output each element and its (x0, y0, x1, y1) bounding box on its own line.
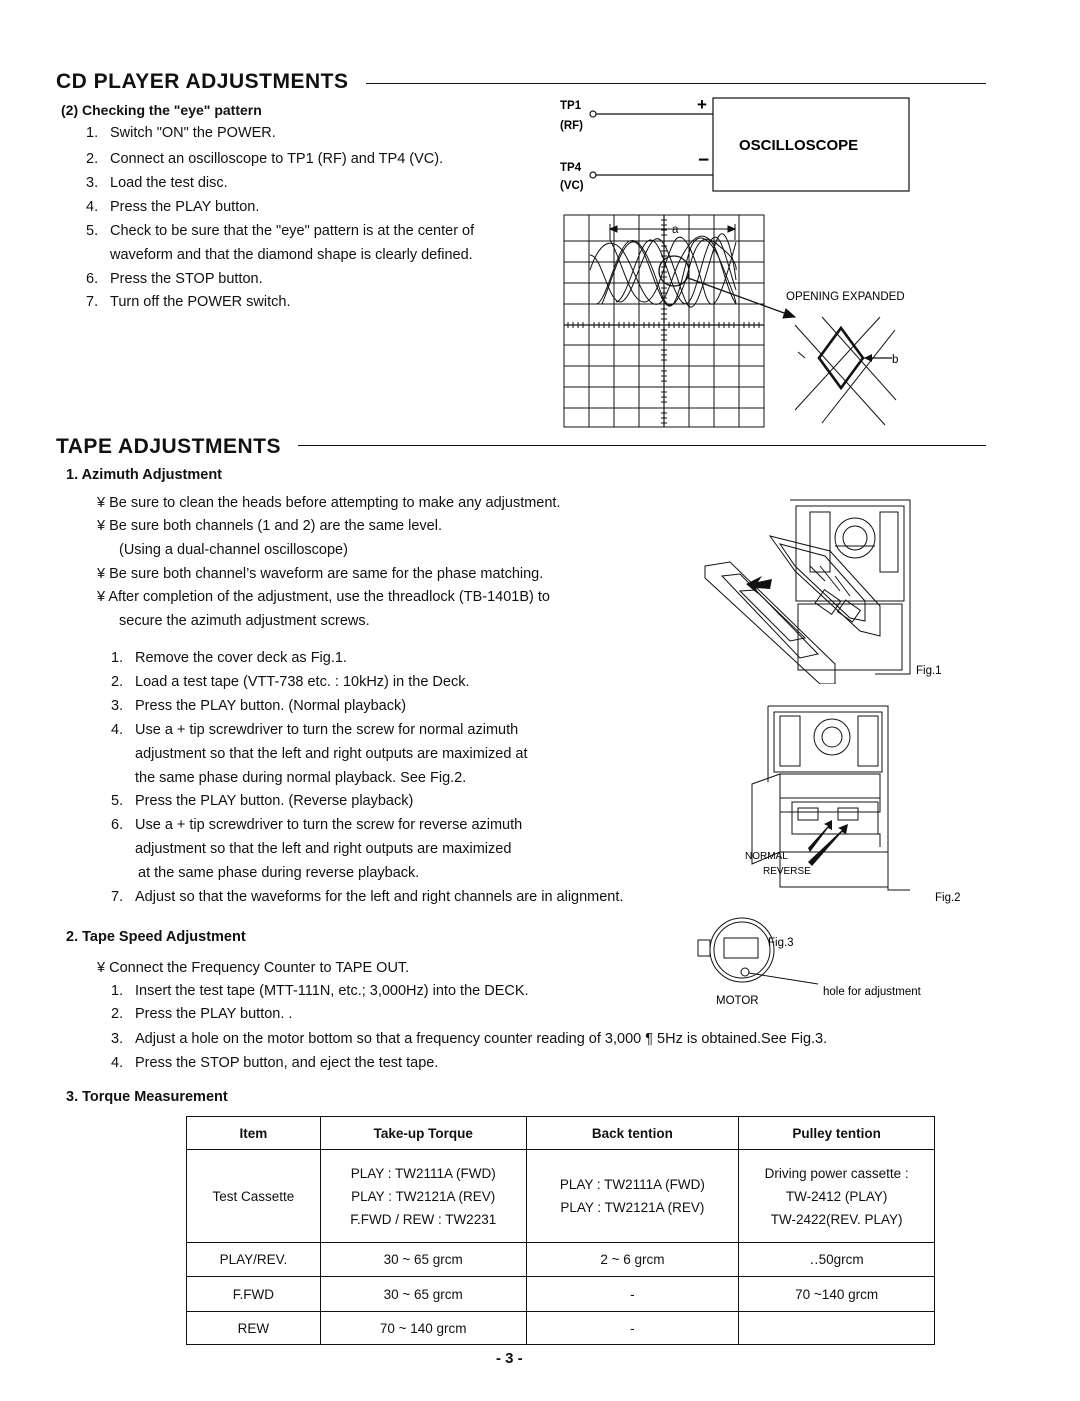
table-cell: ‥50grcm (739, 1243, 935, 1277)
list-item: 5. Press the PLAY button. (Reverse playback) (111, 793, 414, 809)
list-item: 1. Switch "ON" the POWER. (86, 125, 276, 141)
table-cell: PLAY/REV. (187, 1243, 321, 1277)
list-item-continued: secure the azimuth adjustment screws. (119, 613, 370, 629)
label-b: b (892, 354, 899, 366)
table-cell: - (526, 1277, 739, 1312)
oscilloscope-label: OSCILLOSCOPE (739, 137, 859, 154)
plus-sign: + (697, 95, 707, 114)
table-cell: REW (187, 1312, 321, 1345)
tape-speed-heading: 2. Tape Speed Adjustment (66, 929, 246, 945)
list-item: ¥ After completion of the adjustment, use the threadlock (TB-1401B) to (97, 589, 550, 605)
list-item: 2. Press the PLAY button. . (111, 1006, 293, 1022)
cd-section-title: CD PLAYER ADJUSTMENTS (56, 70, 349, 93)
minus-sign: − (698, 150, 710, 171)
list-item: 5. Check to be sure that the "eye" pattern is at the center of (86, 223, 475, 239)
b-arrowhead (864, 354, 872, 362)
list-item: 4. Press the STOP button, and eject the test tape. (111, 1055, 439, 1071)
fig3-caption: Fig.3 (768, 937, 794, 949)
list-item: 6. Use a + tip screwdriver to turn the screw for reverse azimuth (111, 817, 523, 833)
table-row (187, 1243, 935, 1277)
list-item: 1. Insert the test tape (MTT-111N, etc.; 3,000Hz) into the DECK. (111, 983, 529, 999)
list-item: 3. Adjust a hole on the motor bottom so that a frequency counter reading of 3,000 ¶ 5Hz is obtained.See Fig.3. (111, 1031, 828, 1047)
rf-label: (RF) (560, 120, 583, 132)
list-item-continued: at the same phase during reverse playback. (138, 865, 420, 881)
table-cell: Driving power cassette : TW-2412 (PLAY) TW-2422(REV. PLAY) (739, 1150, 935, 1243)
tp4-label: TP4 (560, 162, 582, 174)
oscilloscope-diagram (550, 90, 930, 435)
list-item-continued: adjustment so that the left and right outputs are maximized at (135, 746, 528, 762)
vc-label: (VC) (560, 180, 584, 192)
column-header: Pulley tention (739, 1117, 935, 1150)
list-item: ¥ Be sure both channels (1 and 2) are the same level. (97, 518, 443, 534)
table-row (187, 1277, 935, 1312)
scope-screen (564, 215, 764, 427)
list-item: 7. Adjust so that the waveforms for the left and right channels are in alignment. (111, 889, 624, 905)
list-item: 3. Press the PLAY button. (Normal playback) (111, 698, 407, 714)
title-rule (298, 445, 986, 446)
fig2-azimuth-screw-illustration (740, 702, 965, 907)
column-header: Take-up Torque (320, 1117, 526, 1150)
table-cell (739, 1312, 935, 1345)
table-cell: Test Cassette (187, 1150, 321, 1243)
list-item: 7. Turn off the POWER switch. (86, 294, 291, 310)
list-item: 6. Press the STOP button. (86, 271, 263, 287)
fig2-caption: Fig.2 (935, 892, 961, 904)
torque-table (186, 1116, 935, 1345)
table-cell: PLAY : TW2111A (FWD) PLAY : TW2121A (REV) F.FWD / REW : TW2231 (320, 1150, 526, 1243)
list-item: 1. Remove the cover deck as Fig.1. (111, 650, 347, 666)
normal-label: NORMAL (745, 851, 788, 862)
table-cell: 30 ~ 65 grcm (320, 1277, 526, 1312)
table-cell: 70 ~140 grcm (739, 1277, 935, 1312)
table-cell: 70 ~ 140 grcm (320, 1312, 526, 1345)
table-cell: 30 ~ 65 grcm (320, 1243, 526, 1277)
removal-arrow (746, 576, 772, 594)
list-item: 2. Load a test tape (VTT-738 etc. : 10kHz) in the Deck. (111, 674, 470, 690)
table-header-row (187, 1117, 935, 1150)
list-item: ¥ Connect the Frequency Counter to TAPE OUT. (97, 960, 410, 976)
list-item: ¥ Be sure to clean the heads before attempting to make any adjustment. (97, 495, 561, 511)
list-item-continued: adjustment so that the left and right outputs are maximized (135, 841, 512, 857)
list-item: 4. Press the PLAY button. (86, 199, 260, 215)
table-cell: - (526, 1312, 739, 1345)
column-header: Item (187, 1117, 321, 1150)
page-number: - 3 - (496, 1350, 523, 1367)
tape-section-title: TAPE ADJUSTMENTS (56, 435, 282, 458)
list-item: ¥ Be sure both channel’s waveform are same for the phase matching. (97, 566, 544, 582)
torque-heading: 3. Torque Measurement (66, 1089, 228, 1105)
table-cell: F.FWD (187, 1277, 321, 1312)
fig1-caption: Fig.1 (916, 665, 942, 677)
opening-expanded-label: OPENING EXPANDED (786, 291, 905, 303)
motor-label: MOTOR (716, 995, 759, 1007)
hole-label: hole for adjustment (823, 986, 921, 998)
list-item-continued: (Using a dual-channel oscilloscope) (119, 542, 348, 558)
azimuth-heading: 1. Azimuth Adjustment (66, 467, 223, 483)
list-item: 4. Use a + tip screwdriver to turn the screw for normal azimuth (111, 722, 519, 738)
table-cell: PLAY : TW2111A (FWD) PLAY : TW2121A (REV) (526, 1150, 739, 1243)
reverse-label: REVERSE (763, 866, 811, 877)
table-row (187, 1312, 935, 1345)
list-item: 2. Connect an oscilloscope to TP1 (RF) and TP4 (VC). (86, 151, 444, 167)
column-header: Back tention (526, 1117, 739, 1150)
fig1-deck-cover-illustration (700, 496, 960, 684)
label-a: a (672, 224, 679, 236)
table-row (187, 1150, 935, 1243)
tp4-terminal (590, 172, 596, 178)
table-cell: 2 ~ 6 grcm (526, 1243, 739, 1277)
expanded-eye-diamonds (795, 317, 899, 425)
fig3-motor-illustration (690, 912, 950, 1012)
list-item-continued: the same phase during normal playback. See Fig.2. (135, 770, 467, 786)
eye-pattern-subtitle: (2) Checking the "eye" pattern (61, 102, 262, 118)
list-item: 3. Load the test disc. (86, 175, 228, 191)
tp1-terminal (590, 111, 596, 117)
title-rule (366, 83, 986, 84)
list-item-continued: waveform and that the diamond shape is clearly defined. (110, 247, 473, 263)
tp1-label: TP1 (560, 100, 582, 112)
